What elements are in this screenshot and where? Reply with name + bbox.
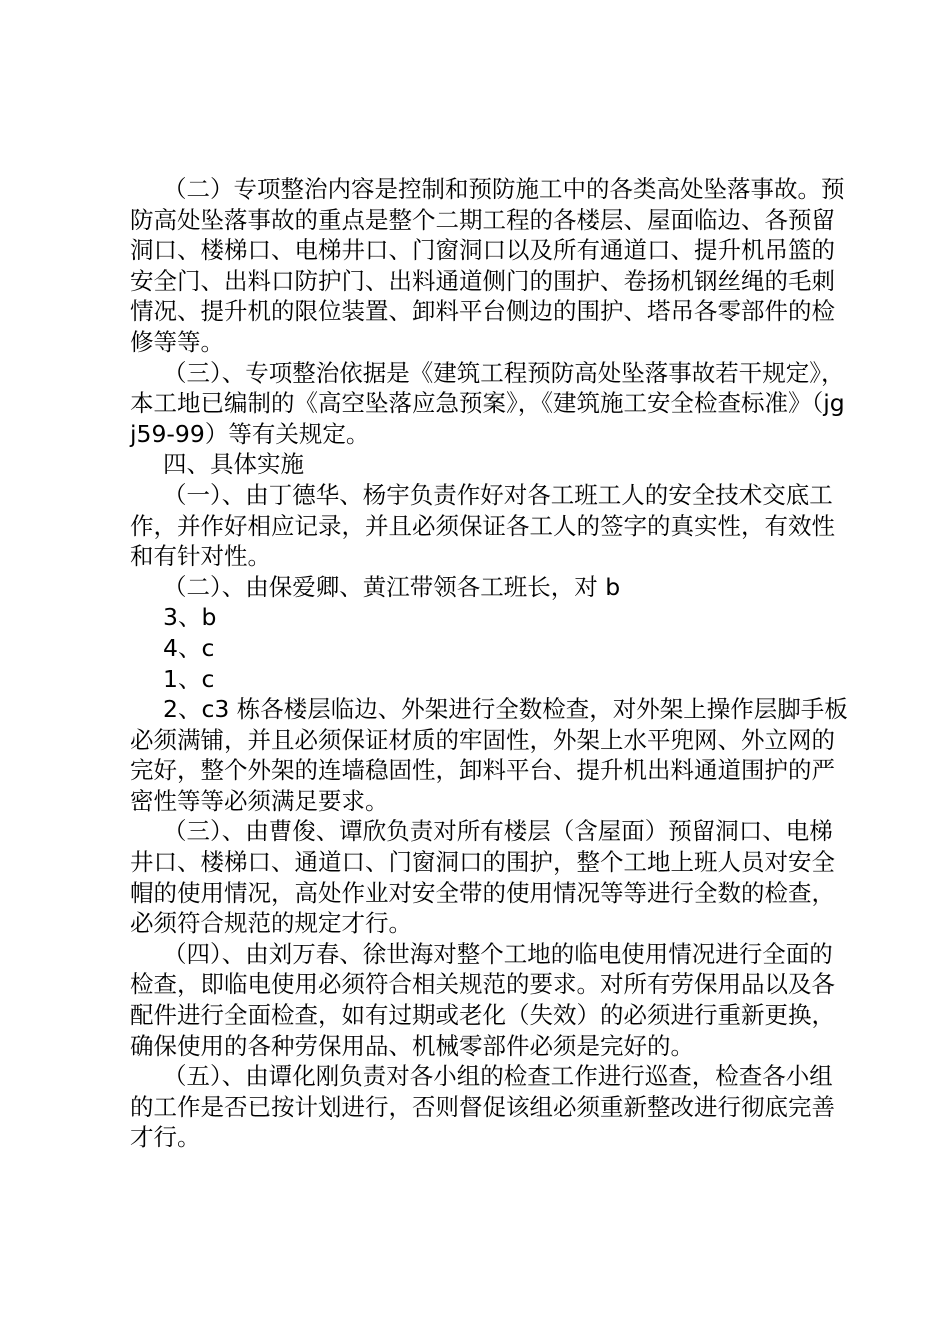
paragraph-scope: （二）专项整治内容是控制和预防施工中的各类高处坠落事故。预防高处坠落事故的重点是整个二期工程的各楼层、屋面临边、各预留洞口、楼梯口、电梯井口、门窗洞口以及所有通道口、提升机吊篮的安全门、出料口防护门、出料通道侧门的围护、卷扬机钢丝绳的毛刺情况、提升机的限位装置、卸料平台侧边的围护、塔吊各零部件的检修等等。 bbox=[130, 175, 845, 356]
list-item-1c: 1、c bbox=[163, 664, 215, 693]
list-item-3b: 3、b bbox=[163, 603, 217, 632]
paragraph-item-1: （一）、由丁德华、杨宇负责作好对各工班工人的安全技术交底工作，并作好相应记录，并且必须保证各工人的签字的真实性，有效性和有针对性。 bbox=[130, 480, 835, 571]
paragraph-item-2: （二）、由保爱卿、黄江带领各工班长，对 b bbox=[163, 572, 621, 601]
list-item-4c: 4、c bbox=[163, 633, 215, 662]
paragraph-basis: （三）、专项整治依据是《建筑工程预防高处坠落事故若干规定》，本工地已编制的《高空坠落应急预案》，《建筑施工安全检查标准》（jgj59-99）等有关规定。 bbox=[130, 358, 845, 448]
paragraph-item-4: （四）、由刘万春、徐世海对整个工地的临电使用情况进行全面的检查，即临电使用必须符合相关规范的要求。对所有劳保用品以及各配件进行全面检查，如有过期或老化（失效）的必须进行重新更换，确保使用的各种劳保用品、机械零部件必须是完好的。 bbox=[130, 939, 835, 1060]
section-heading-implementation: 四、具体实施 bbox=[163, 450, 304, 479]
paragraph-item-3: （三）、由曹俊、谭欣负责对所有楼层（含屋面）预留洞口、电梯井口、楼梯口、通道口、门窗洞口的围护，整个工地上班人员对安全帽的使用情况，高处作业对安全带的使用情况等等进行全数的检查，必须符合规范的规定才行。 bbox=[130, 817, 835, 938]
paragraph-item-2c3: 2、c3 栋各楼层临边、外架进行全数检查，对外架上操作层脚手板必须满铺，并且必须保证材质的牢固性，外架上水平兜网、外立网的完好，整个外架的连墙稳固性，卸料平台、提升机出料通道围护的严密性等等必须满足要求。 bbox=[130, 695, 848, 815]
document-body bbox=[130, 174, 850, 1153]
paragraph-item-5: （五）、由谭化刚负责对各小组的检查工作进行巡查，检查各小组的工作是否已按计划进行，否则督促该组必须重新整改进行彻底完善才行。 bbox=[130, 1062, 835, 1152]
